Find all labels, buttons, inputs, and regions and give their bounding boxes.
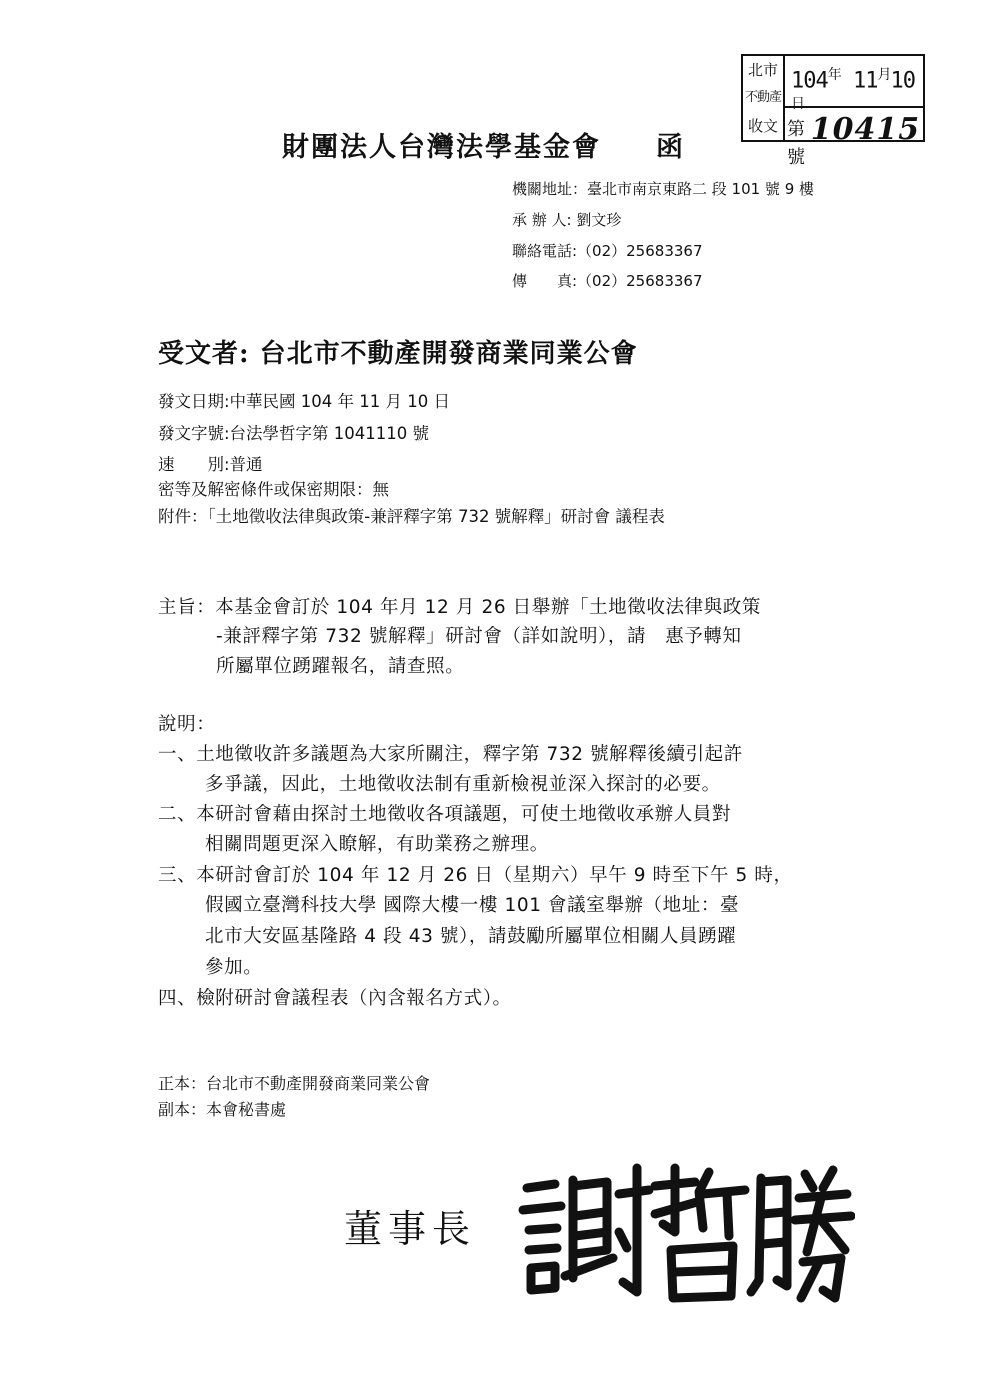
explanation-line: 四、檢附研討會議程表（內含報名方式）。 [158,988,512,1009]
stamp-day: 10 [890,68,915,94]
subject-line: -兼評釋字第 732 號解釋」研討會（詳如說明），請 惠予轉知 [216,626,742,647]
stamp-month-unit: 月 [877,67,891,83]
explanation-line: 參加。 [205,957,263,978]
explanation-line: 一、土地徵收許多議題為大家所關注，釋字第 732 號解釋後續引起許 [158,744,743,765]
explanation-heading: 說明： [158,714,216,735]
explanation-line: 北市大安區基隆路 4 段 43 號），請鼓勵所屬單位相關人員踴躍 [205,926,737,947]
copy-recipient: 副本：本會秘書處 [158,1100,287,1119]
stamp-suffix: 號 [787,147,805,168]
stamp-month: 11 [853,68,878,94]
confidentiality: 密等及解密條件或保密期限：無 [158,480,389,499]
issue-number: 發文字號:台法學哲字第 1041110 號 [158,424,430,443]
subject-line: 所屬單位踴躍報名，請查照。 [216,656,465,677]
stamp-agency-line: 收文 [747,117,778,135]
contact-handler: 承 辦 人: 劉文珍 [512,211,622,229]
stamp-number-row [787,108,923,169]
explanation-line: 二、本研討會藉由探討土地徵收各項議題，可使土地徵收承辦人員對 [158,804,732,825]
document-title: 財團法人台灣法學基金會 [282,132,601,163]
stamp-agency-line: 不動產 [744,90,781,105]
subject-line: 主旨：本基金會訂於 104 年月 12 月 26 日舉辦「土地徵收法律與政策 [158,597,761,618]
chairman-title: 董事長 [344,1207,477,1251]
stamp-agency [743,56,785,140]
handwritten-signature [515,1158,855,1308]
contact-address: 機關地址：臺北市南京東路二 段 101 號 9 樓 [512,180,815,198]
explanation-line: 假國立臺灣科技大學 國際大樓一樓 101 會議室舉辦（地址：臺 [205,895,740,916]
priority: 速 別:普通 [158,455,263,474]
contact-fax: 傳 真:（02）25683367 [512,272,703,290]
stamp-prefix: 第 [787,119,805,140]
stamp-year: 104 [791,68,828,94]
issue-date: 發文日期:中華民國 104 年 11 月 10 日 [158,392,451,411]
stamp-number: 10415 [810,112,921,147]
stamp-agency-line: 北市 [747,61,778,79]
recipient: 受文者: 台北市不動產開發商業同業公會 [158,339,638,369]
attachment: 附件：「土地徵收法律與政策-兼評釋字第 732 號解釋」研討會 議程表 [158,507,665,526]
stamp-year-unit: 年 [827,67,841,83]
original-recipient: 正本：台北市不動產開發商業同業公會 [158,1074,431,1093]
receipt-stamp [741,54,925,168]
explanation-line: 多爭議，因此，土地徵收法制有重新檢視並深入探討的必要。 [205,774,721,795]
contact-phone: 聯絡電話:（02）25683367 [512,242,703,260]
explanation-line: 三、本研討會訂於 104 年 12 月 26 日（星期六）早午 9 時至下午 5 時， [158,865,793,886]
document-type: 函 [656,132,683,163]
stamp-day-unit: 日 [791,96,804,113]
explanation-line: 相關問題更深入瞭解，有助業務之辦理。 [205,834,549,855]
